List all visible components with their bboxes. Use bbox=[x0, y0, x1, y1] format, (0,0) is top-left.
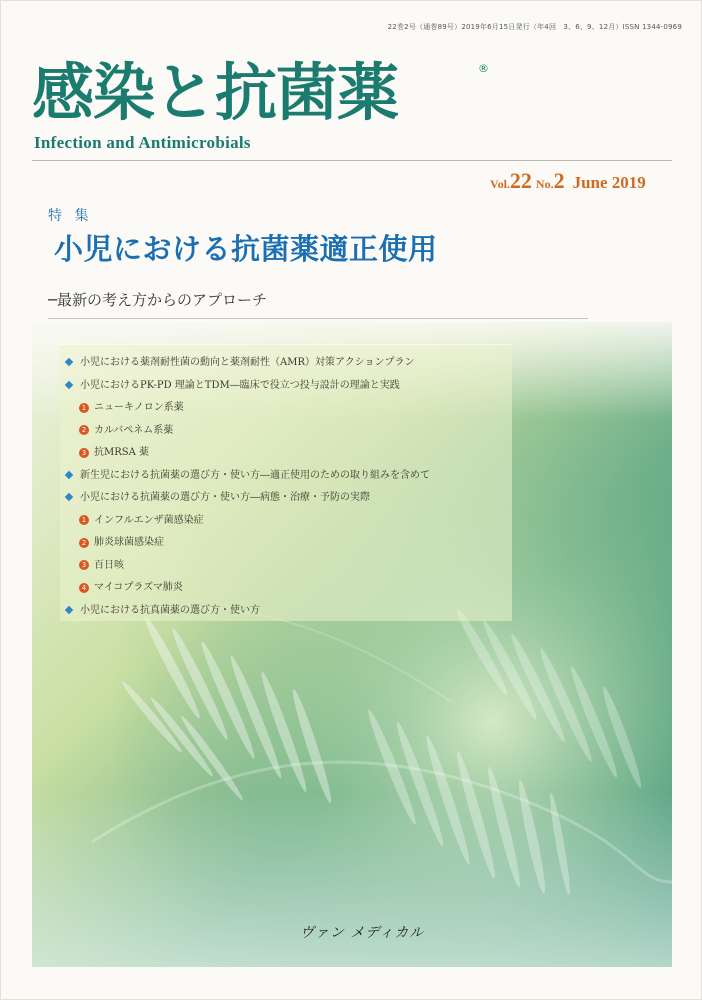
diamond-bullet-icon bbox=[65, 380, 73, 388]
toc-item bbox=[62, 442, 522, 465]
diamond-bullet-icon bbox=[65, 470, 73, 478]
toc-item bbox=[62, 532, 522, 555]
diamond-bullet-icon bbox=[65, 358, 73, 366]
registered-mark: ® bbox=[478, 62, 489, 75]
issue-date: June 2019 bbox=[572, 173, 646, 192]
toc-item bbox=[62, 420, 522, 443]
toc-item bbox=[62, 397, 522, 420]
journal-title-english: Infection and Antimicrobials bbox=[34, 133, 251, 152]
toc-item-number: 2 bbox=[79, 425, 89, 435]
toc-item-text: インフルエンザ菌感染症 bbox=[94, 514, 204, 526]
toc-item bbox=[62, 555, 522, 578]
issue-number: 2 bbox=[553, 168, 565, 193]
toc-item-number: 3 bbox=[79, 560, 89, 570]
toc-item-number: 3 bbox=[79, 448, 89, 458]
toc-item-text: 小児におけるPK-PD 理論とTDM―臨床で役立つ投与設計の理論と実践 bbox=[80, 379, 400, 391]
toc-item-text: 小児における抗菌薬の選び方・使い方―病態・治療・予防の実際 bbox=[80, 492, 370, 503]
toc-item bbox=[62, 375, 522, 398]
publisher-name: ヴァン メディカル bbox=[300, 925, 425, 941]
volume-label: Vol. bbox=[490, 177, 510, 191]
toc-item-text: 新生児における抗菌薬の選び方・使い方―適正使用のための取り組みを含めて bbox=[80, 469, 430, 481]
feature-title: 小児における抗菌薬適正使用 bbox=[54, 232, 438, 266]
toc-item-text: 抗MRSA 薬 bbox=[94, 447, 150, 458]
toc-item-text: 肺炎球菌感染症 bbox=[94, 537, 164, 548]
table-of-contents bbox=[62, 352, 522, 622]
toc-item-number: 2 bbox=[79, 538, 89, 548]
toc-item bbox=[62, 600, 522, 623]
toc-item-text: カルバペネム系薬 bbox=[94, 424, 174, 436]
issue-number-label: No. bbox=[535, 177, 554, 191]
toc-item bbox=[62, 510, 522, 533]
subtitle-divider bbox=[48, 318, 588, 319]
toc-item-number: 1 bbox=[79, 515, 89, 525]
toc-item-number: 1 bbox=[79, 403, 89, 413]
publication-info: 22巻2号（通巻89号）2019年6月15日発行（年4回 3、6、9、12月）ISSN 1344-0969 bbox=[387, 23, 682, 31]
issue-info bbox=[490, 168, 646, 194]
diamond-bullet-icon bbox=[65, 493, 73, 501]
diamond-bullet-icon bbox=[65, 605, 73, 613]
toc-item-text: ニューキノロン系薬 bbox=[94, 402, 184, 413]
feature-label: 特 集 bbox=[48, 208, 93, 224]
toc-item bbox=[62, 465, 522, 488]
toc-item-text: マイコプラズマ肺炎 bbox=[94, 582, 183, 593]
journal-title: 感染と抗菌薬 bbox=[32, 56, 399, 129]
toc-item bbox=[62, 577, 522, 600]
toc-item-text: 小児における薬剤耐性菌の動向と薬剤耐性（AMR）対策アクションプラン bbox=[80, 357, 415, 368]
feature-subtitle: ─最新の考え方からのアプローチ bbox=[48, 291, 268, 309]
header-divider bbox=[32, 160, 672, 161]
toc-item-text: 百日咳 bbox=[94, 559, 124, 571]
toc-item bbox=[62, 352, 522, 375]
toc-item bbox=[62, 487, 522, 510]
toc-item-text: 小児における抗真菌薬の選び方・使い方 bbox=[80, 604, 260, 616]
toc-item-number: 4 bbox=[79, 583, 89, 593]
volume-number: 22 bbox=[509, 168, 532, 193]
